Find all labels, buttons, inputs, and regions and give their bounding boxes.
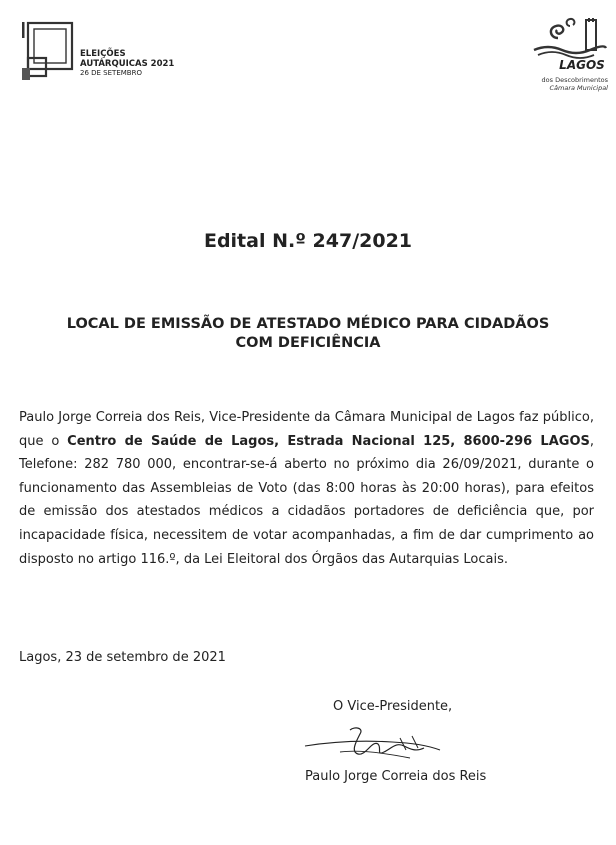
elections-logo-icon <box>22 20 82 82</box>
elections-line3: 26 DE SETEMBRO <box>80 69 142 77</box>
body-location-bold: Centro de Saúde de Lagos, Estrada Nacional 125, 8600-296 LAGOS <box>67 433 590 449</box>
lagos-municipality-logo-icon <box>528 16 608 74</box>
lagos-logo-text <box>520 76 608 92</box>
elections-line1: ELEIÇÕES <box>80 49 126 59</box>
body-text-part2: , Telefone: 282 780 000, encontrar-se-á aberto no próximo dia 26/09/2021, durante o funcionamento das Assembleias de Voto (das 8:00 horas às 20:00 horas), para efeitos de emissão dos atestados médicos a cidadãos portadores de deficiência que, por incapacidade física, necessitem de votar acompanhadas, a fim de dar cumprimento ao disposto no artigo 116.º, da Lei Eleitoral dos Órgãos das Autarquias Locais. <box>19 433 595 567</box>
elections-line2: AUTÁRQUICAS 2021 <box>80 59 175 69</box>
document-subject <box>20 315 596 353</box>
lagos-tagline: dos Descobrimentos <box>541 76 608 84</box>
document-title: Edital N.º 247/2021 <box>203 230 413 252</box>
lagos-council: Câmara Municipal <box>549 84 608 92</box>
signatory-name: Paulo Jorge Correia dos Reis <box>305 769 487 784</box>
body-text-part1: Paulo Jorge Correia dos Reis, Vice-Presidente da Câmara Municipal de Lagos faz público, que o <box>19 410 594 449</box>
subject-line-1: LOCAL DE EMISSÃO DE ATESTADO MÉDICO PARA CIDADÃOS <box>66 316 550 332</box>
lagos-wordmark: LAGOS <box>559 58 605 72</box>
signatory-title: O Vice-Presidente, <box>333 699 453 714</box>
subject-line-2: COM DEFICIÊNCIA <box>235 335 381 351</box>
place-and-date: Lagos, 23 de setembro de 2021 <box>19 650 226 665</box>
handwritten-signature <box>300 722 450 766</box>
document-body <box>19 406 594 571</box>
elections-logo-text <box>80 49 174 78</box>
